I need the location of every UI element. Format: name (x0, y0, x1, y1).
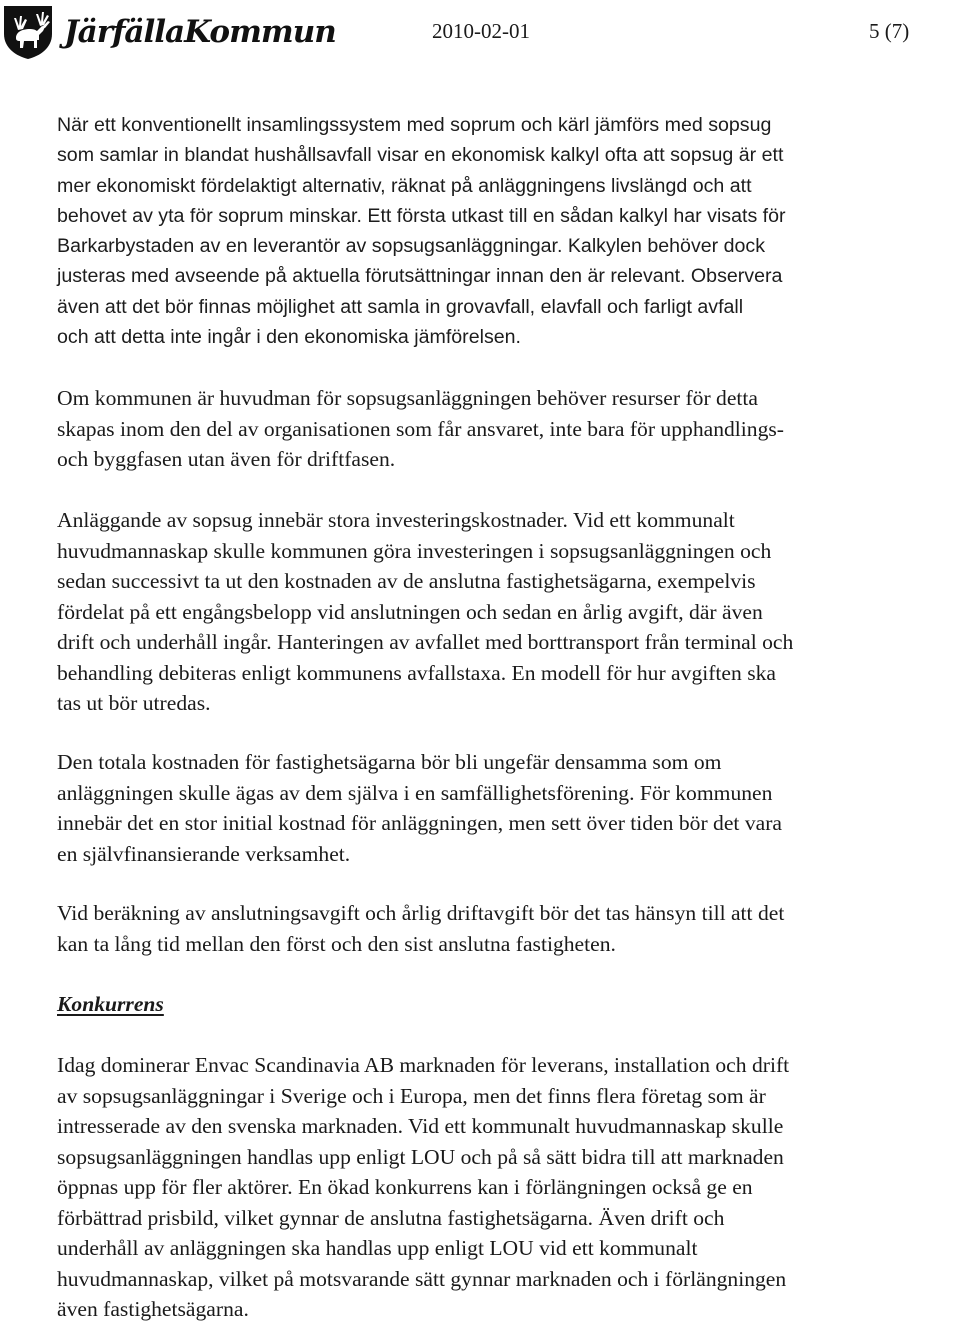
document-date: 2010-02-01 (432, 19, 530, 43)
paragraph-konkurrens: Idag dominerar Envac Scandinavia AB marknaden för leverans, installation och drift av sopsugsanläggningar i Sverige och i Europa, men det finns flera företag som är intresserade av den svenska marknaden. Vid ett kommunalt huvudmannaskap skulle sopsugsanläggningen handlas upp enligt LOU och på så sätt bidra till att marknaden öppnas upp för fler aktörer. En ökad konkurrens kan i förlängningen också ge en förbättrad prisbild, vilket gynnar de anslutna fastighetsägarna. Även drift och underhåll av anläggningen ska handlas upp enligt LOU vid ett kommunalt huvudmannaskap, vilket på motsvarande sätt gynnar marknaden och i förlängningen även fastighetsägarna. (57, 1053, 790, 1321)
municipality-logo (2, 4, 336, 60)
paragraph-total-kostnad: Den totala kostnaden för fastighetsägarna bör bli ungefär densamma som om anläggningen skulle ägas av dem själva i en samfällighetsförening. För kommunen innebär det en stor initial kostnad för anläggningen, men sett över tiden bör det vara en självfinansierande verksamhet. (57, 750, 782, 866)
paragraph-investeringskostnader: Anläggande av sopsug innebär stora investeringskostnader. Vid ett kommunalt huvudmannaskap skulle kommunen göra investeringen i sopsugsanläggningen och sedan successivt ta ut den kostnaden av de anslutna fastighetsägarna, exempelvis fördelat på ett engångsbelopp vid anslutningen och sedan en årlig avgift, där även drift och underhåll ingår. Hanteringen av avfallet med borttransport från terminal och behandling debiteras enligt kommunens avfallstaxa. En modell för hur avgiften ska tas ut bör utredas. (57, 508, 794, 715)
section-heading-konkurrens: Konkurrens (57, 992, 164, 1016)
reindeer-shield-icon (2, 4, 54, 60)
page-header (0, 0, 960, 66)
paragraph-anslutningsavgift: Vid beräkning av anslutningsavgift och årlig driftavgift bör det tas hänsyn till att det kan ta lång tid mellan den först och den sist anslutna fastigheten. (57, 901, 785, 956)
logo-wordmark: JärfällaKommun (64, 14, 336, 50)
paragraph-ekonomisk-kalkyl: När ett konventionellt insamlingssystem med soprum och kärl jämförs med sopsug som samlar in blandat hushållsavfall visar en ekonomisk kalkyl ofta att sopsug är ett mer ekonomiskt fördelaktigt alternativ, räknat på anläggningens livslängd och att behovet av yta för soprum minskar. Ett första utkast till en sådan kalkyl har visats för Barkarbystaden av en leverantör av sopsugsanläggningar. Kalkylen behöver dock justeras med avseende på aktuella förutsättningar innan den är relevant. Observera även att det bör finnas möjlighet att samla in grovavfall, elavfall och farligt avfall och att detta inte ingår i den ekonomiska jämförelsen. (57, 114, 786, 349)
paragraph-huvudman-resurser: Om kommunen är huvudman för sopsugsanläggningen behöver resurser för detta skapas inom den del av organisationen som får ansvaret, inte bara för upphandlings- och byggfasen utan även för driftfasen. (57, 386, 784, 471)
page-number: 5 (7) (869, 19, 910, 43)
